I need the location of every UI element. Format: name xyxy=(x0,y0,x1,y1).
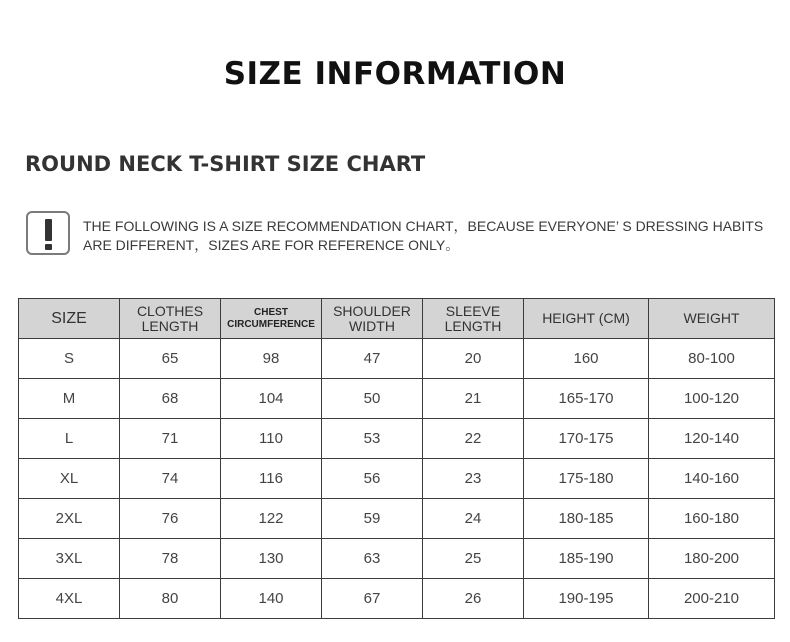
header-height xyxy=(524,299,649,339)
header-height-label: HEIGHT (CM) xyxy=(542,310,630,326)
cell-weight: 80-100 xyxy=(649,339,775,379)
cell-clothes-length: 78 xyxy=(120,539,221,579)
cell-shoulder: 67 xyxy=(322,579,423,619)
table-row xyxy=(19,419,775,459)
header-weight xyxy=(649,299,775,339)
cell-height: 160 xyxy=(524,339,649,379)
cell-weight: 140-160 xyxy=(649,459,775,499)
header-chest-line1: CHEST xyxy=(254,306,288,318)
notice-line-1: THE FOLLOWING IS A SIZE RECOMMENDATION CHART，BECAUSE EVERYONE’ S DRESSING HABITS xyxy=(83,218,764,234)
cell-shoulder: 47 xyxy=(322,339,423,379)
cell-chest: 116 xyxy=(221,459,322,499)
cell-shoulder: 56 xyxy=(322,459,423,499)
exclamation-icon xyxy=(26,211,70,255)
page-title: SIZE INFORMATION xyxy=(223,56,567,92)
cell-clothes-length: 80 xyxy=(120,579,221,619)
table-row xyxy=(19,579,775,619)
header-sleeve-line1: SLEEVE xyxy=(445,302,501,319)
cell-chest: 130 xyxy=(221,539,322,579)
table-row xyxy=(19,379,775,419)
header-chest-line2: CIRCUMFERENCE xyxy=(227,318,315,330)
cell-size: M xyxy=(19,379,120,419)
cell-size: L xyxy=(19,419,120,459)
header-clothes-length xyxy=(120,299,221,339)
cell-clothes-length: 76 xyxy=(120,499,221,539)
notice-line-2: ARE DIFFERENT，SIZES ARE FOR REFERENCE ONLY。 xyxy=(83,237,460,253)
cell-weight: 180-200 xyxy=(649,539,775,579)
cell-chest: 140 xyxy=(221,579,322,619)
cell-clothes-length: 65 xyxy=(120,339,221,379)
header-size xyxy=(19,299,120,339)
table-header-row xyxy=(19,299,775,339)
cell-clothes-length: 74 xyxy=(120,459,221,499)
cell-size: XL xyxy=(19,459,120,499)
cell-chest: 98 xyxy=(221,339,322,379)
header-shoulder-width xyxy=(322,299,423,339)
cell-height: 190-195 xyxy=(524,579,649,619)
cell-sleeve: 21 xyxy=(423,379,524,419)
cell-sleeve: 20 xyxy=(423,339,524,379)
cell-height: 185-190 xyxy=(524,539,649,579)
cell-sleeve: 23 xyxy=(423,459,524,499)
cell-chest: 122 xyxy=(221,499,322,539)
cell-shoulder: 50 xyxy=(322,379,423,419)
cell-chest: 110 xyxy=(221,419,322,459)
cell-height: 170-175 xyxy=(524,419,649,459)
table-row xyxy=(19,539,775,579)
cell-weight: 200-210 xyxy=(649,579,775,619)
table-row xyxy=(19,499,775,539)
cell-size: 3XL xyxy=(19,539,120,579)
header-size-label: SIZE xyxy=(51,310,87,327)
cell-sleeve: 24 xyxy=(423,499,524,539)
notice-text xyxy=(83,217,778,255)
cell-sleeve: 25 xyxy=(423,539,524,579)
header-shoulder-line1: SHOULDER xyxy=(333,302,411,319)
cell-weight: 160-180 xyxy=(649,499,775,539)
table-row xyxy=(19,339,775,379)
cell-size: 4XL xyxy=(19,579,120,619)
cell-sleeve: 22 xyxy=(423,419,524,459)
cell-sleeve: 26 xyxy=(423,579,524,619)
cell-clothes-length: 68 xyxy=(120,379,221,419)
cell-weight: 120-140 xyxy=(649,419,775,459)
header-chest-circumference xyxy=(221,299,322,339)
header-shoulder-line2: WIDTH xyxy=(349,317,395,334)
cell-clothes-length: 71 xyxy=(120,419,221,459)
header-clothes-length-line1: CLOTHES xyxy=(136,302,204,319)
size-chart-subtitle: ROUND NECK T-SHIRT SIZE CHART xyxy=(25,152,426,176)
cell-chest: 104 xyxy=(221,379,322,419)
cell-size: S xyxy=(19,339,120,379)
size-table xyxy=(18,298,775,619)
cell-shoulder: 63 xyxy=(322,539,423,579)
header-sleeve-line2: LENGTH xyxy=(444,317,502,334)
cell-weight: 100-120 xyxy=(649,379,775,419)
cell-shoulder: 59 xyxy=(322,499,423,539)
cell-height: 180-185 xyxy=(524,499,649,539)
cell-height: 165-170 xyxy=(524,379,649,419)
header-sleeve-length xyxy=(423,299,524,339)
cell-size: 2XL xyxy=(19,499,120,539)
header-weight-label: WEIGHT xyxy=(683,310,740,326)
header-clothes-length-line2: LENGTH xyxy=(141,317,199,334)
size-notice xyxy=(26,211,776,259)
cell-height: 175-180 xyxy=(524,459,649,499)
cell-shoulder: 53 xyxy=(322,419,423,459)
table-row xyxy=(19,459,775,499)
